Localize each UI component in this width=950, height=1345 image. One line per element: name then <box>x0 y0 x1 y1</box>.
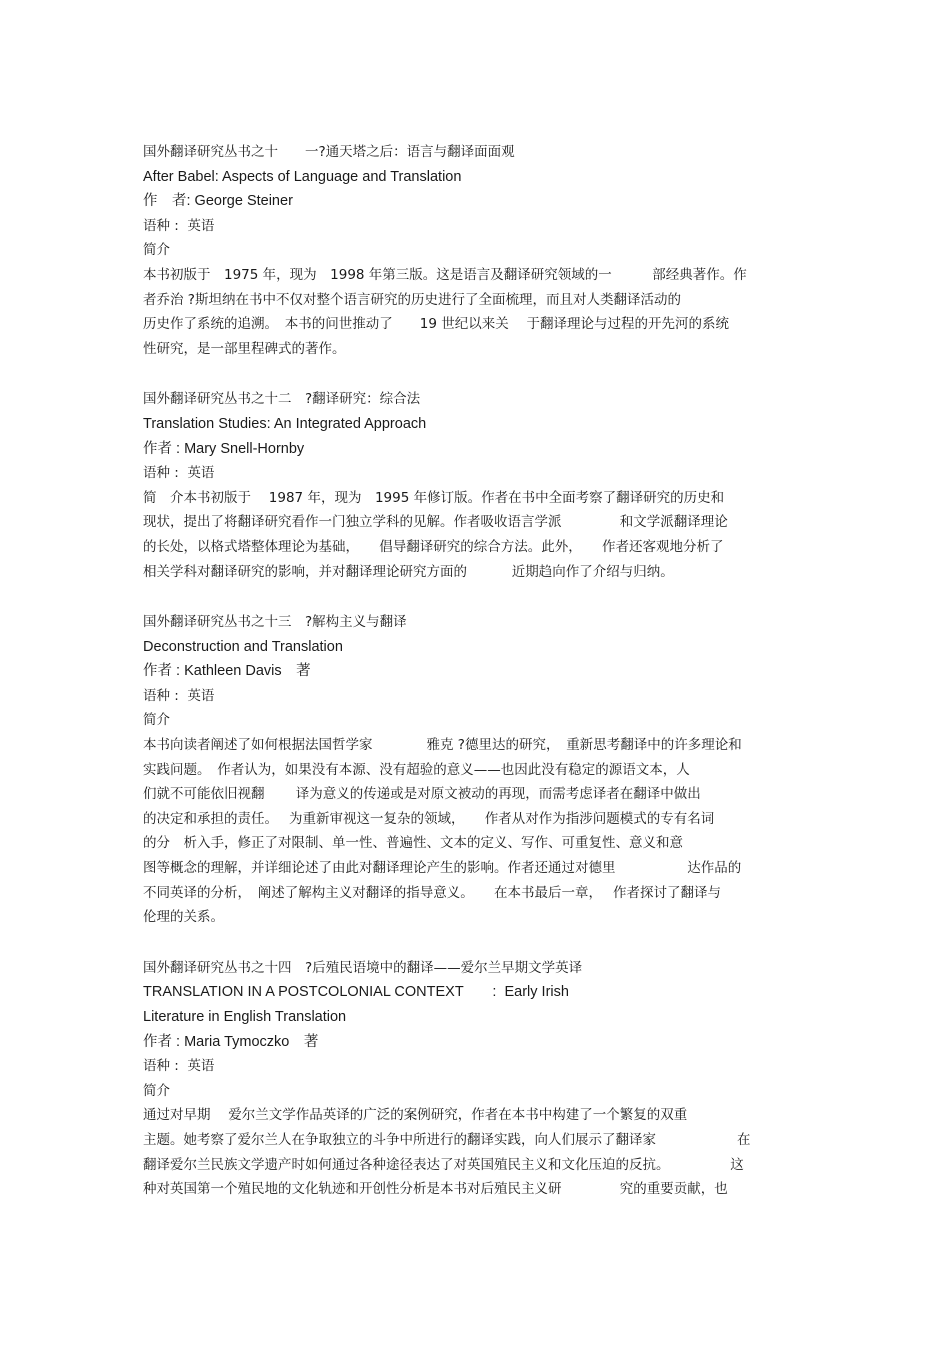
body-line: 本书初版于 1975 年，现为 1998 年第三版。这是语言及翻译研究领域的一 部经典著作。作 <box>143 266 747 283</box>
body-line: 不同英译的分析， 阐述了解构主义对翻译的指导意义。 在本书最后一章， 作者探讨了翻译与 <box>143 884 722 901</box>
language-line: 语种 : 英语 <box>143 217 215 234</box>
language-line: 语种 : 英语 <box>143 1058 215 1075</box>
body-line: 的决定和承担的责任。 为重新审视这一复杂的领域， 作者从对作为指涉问题模式的专有名词 <box>143 810 715 827</box>
body-line: 历史作了系统的追溯。 本书的问世推动了 19 世纪以来关 于翻译理论与过程的开先河的系统 <box>143 316 730 333</box>
body-line: 性研究，是一部里程碑式的著作。 <box>143 340 346 357</box>
author-line: 作者 : Mary Snell-Hornby <box>143 440 305 457</box>
author-line: 作者 : Maria Tymoczko 著 <box>143 1033 319 1050</box>
body-line: 简 介本书初版于 1987 年，现为 1995 年修订版。作者在书中全面考察了翻译研究的历史和 <box>143 489 725 506</box>
english-title: Translation Studies: An Integrated Approach <box>143 415 427 432</box>
series-heading: 国外翻译研究丛书之十四 ?后殖民语境中的翻译——爱尔兰早期文学英译 <box>143 959 583 976</box>
body-line: 们就不可能依旧视翻 译为意义的传递或是对原文被动的再现，而需考虑译者在翻译中做出 <box>143 786 701 803</box>
body-line: 种对英国第一个殖民地的文化轨迹和开创性分析是本书对后殖民主义研 究的重要贡献，也 <box>143 1181 728 1198</box>
book-entry-10 <box>143 140 813 361</box>
body-line: 通过对早期 爱尔兰文学作品英译的广泛的案例研究，作者在本书中构建了一个繁复的双重 <box>143 1107 688 1124</box>
author-line: 作者 : Kathleen Davis 著 <box>143 663 311 680</box>
intro-label: 简介 <box>143 712 170 729</box>
series-heading: 国外翻译研究丛书之十三 ?解构主义与翻译 <box>143 614 407 631</box>
book-entry-13 <box>143 610 813 930</box>
english-title: TRANSLATION IN A POSTCOLONIAL CONTEXT : Early Irish <box>143 984 569 1001</box>
body-line: 图等概念的理解，并详细论述了由此对翻译理论产生的影响。作者还通过对德里 达作品的 <box>143 860 742 877</box>
series-heading: 国外翻译研究丛书之十二 ?翻译研究：综合法 <box>143 391 421 408</box>
book-entry-12 <box>143 387 813 584</box>
body-line: 的长处，以格式塔整体理论为基础， 倡导翻译研究的综合方法。此外， 作者还客观地分析了 <box>143 538 724 555</box>
document-page <box>143 140 813 1228</box>
body-line: 主题。她考察了爱尔兰人在争取独立的斗争中所进行的翻译实践，向人们展示了翻译家 在 <box>143 1131 751 1148</box>
series-heading: 国外翻译研究丛书之十 一?通天塔之后：语言与翻译面面观 <box>143 144 515 160</box>
english-title: After Babel: Aspects of Language and Translation <box>143 168 462 185</box>
intro-label: 简介 <box>143 242 170 259</box>
body-line: 实践问题。 作者认为，如果没有本源、没有超验的意义——也因此没有稳定的源语文本，人 <box>143 761 690 778</box>
body-line: 翻译爱尔兰民族文学遗产时如何通过各种途径表达了对英国殖民主义和文化压迫的反抗。 这 <box>143 1156 744 1173</box>
body-line: 者乔治 ?斯坦纳在书中不仅对整个语言研究的历史进行了全面梳理，而且对人类翻译活动的 <box>143 291 681 308</box>
english-title-continued: Literature in English Translation <box>143 1009 347 1025</box>
intro-label: 简介 <box>143 1082 170 1099</box>
body-line: 的分 析入手，修正了对限制、单一性、普遍性、文本的定义、写作、可重复性、意义和意 <box>143 835 683 852</box>
author-line: 作 者: George Steiner <box>143 193 293 210</box>
body-line: 本书向读者阐述了如何根据法国哲学家 雅克 ?德里达的研究， 重新思考翻译中的许多理论和 <box>143 737 742 754</box>
body-line: 现状，提出了将翻译研究看作一门独立学科的见解。作者吸收语言学派 和文学派翻译理论 <box>143 514 728 531</box>
english-title: Deconstruction and Translation <box>143 638 343 655</box>
language-line: 语种 : 英语 <box>143 687 215 704</box>
language-line: 语种 : 英语 <box>143 465 215 482</box>
body-line: 伦理的关系。 <box>143 909 224 926</box>
book-entry-14 <box>143 956 813 1202</box>
body-line: 相关学科对翻译研究的影响，并对翻译理论研究方面的 近期趋向作了介绍与归纳。 <box>143 563 674 580</box>
